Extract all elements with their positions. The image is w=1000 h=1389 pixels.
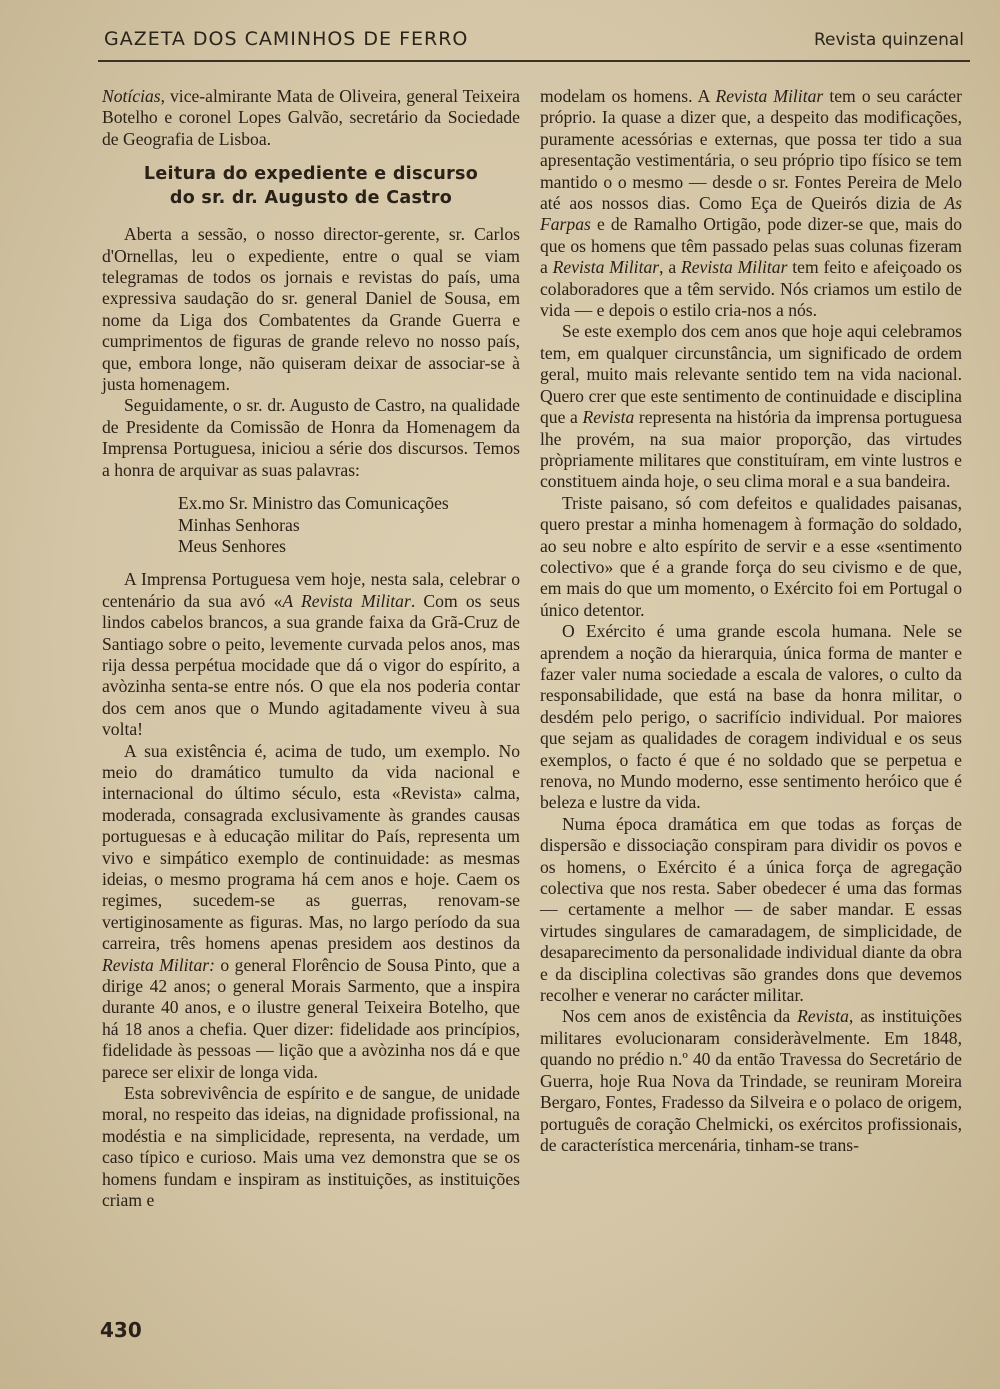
heading-line: do sr. dr. Augusto de Castro [169, 188, 453, 209]
paragraph: A Imprensa Portuguesa vem hoje, nesta sala, celebrar o centenário da sua avó «A Revista Militar. Com os seus lindos cabelos brancos, a sua grande faixa da Grã-Cruz de Santiago sobre o peito, levemente curvada pelos anos, mas rija dessa perpétua mocidade que dá o vigor do espírito, a avòzinha senta-se entre nós. O que ela nos poderia contar dos cem anos que o Mundo agitadamente viveu à sua volta! [102, 569, 520, 740]
page-number: 430 [100, 1318, 142, 1342]
masthead [104, 24, 964, 58]
left-column [102, 86, 520, 1212]
salutation-line: Minhas Senhoras [178, 514, 300, 535]
paragraph: Seguidamente, o sr. dr. Augusto de Castro, na qualidade de Presidente da Comissão de Honra da Homenagem da Imprensa Portuguesa, iniciou a série dos discursos. Temos a honra de arquivar as suas palavras: [102, 395, 520, 480]
right-column [540, 86, 962, 1156]
paragraph: Esta sobrevivência de espírito e de sangue, de unidade moral, no respeito das ideias, na dignidade profissional, na modéstia e na simplicidade, representa, na verdade, um caso típico e curioso. Mais uma vez demonstra que se os homens fundam e inspiram as instituições, as instituições criam e [102, 1083, 520, 1211]
paragraph: Nos cem anos de existência da Revista, as instituições militares evolucionaram consideràvelmente. Em 1848, quando no prédio n.º 40 da então Travessa do Secretário de Guerra, hoje Rua Nova da Trindade, se reuniram Moreira Bergaro, Fontes, Fradesso da Silveira e o polaco de origem, português de coração Chelmicki, os exércitos profissionais, de característica mercenária, tinham-se trans- [540, 1006, 962, 1155]
salutation-line: Ex.mo Sr. Ministro das Comunicações [178, 493, 449, 514]
paragraph: Aberta a sessão, o nosso director-gerente, sr. Carlos d'Ornellas, leu o expediente, entre o qual se viam telegramas de todos os jornais e revistas do país, uma expressiva saudação do sr. general Daniel de Sousa, em nome da Liga dos Combatentes da Grande Guerra e cumprimentos de figuras de grande relevo no nosso país, que, embora longe, não quiseram deixar de associar-se à justa homenagem. [102, 224, 520, 395]
header-rule [98, 60, 970, 62]
paragraph: Se este exemplo dos cem anos que hoje aqui celebramos tem, em qualquer circunstância, um significado de ordem geral, muito mais relevante sentido tem na vida nacional. Quero crer que este sentimento de continuidade e disciplina que a Revista representa na história da imprensa portuguesa lhe provém, na sua maior proporção, das virtudes pròpriamente militares que constituíram, em vinte lustros e constituem ainda hoje, o seu clima moral e a sua bandeira. [540, 321, 963, 492]
paragraph: Triste paisano, só com defeitos e qualidades paisanas, quero prestar a minha homenagem à formação do soldado, ao seu nobre e alto espírito de servir e a esse «sentimento colectivo» que é a grande força do seu civismo e de que, em mais do que um momento, o Exército foi em Portugal o único detentor. [540, 492, 962, 620]
salutation [178, 493, 520, 557]
salutation-line: Meus Senhores [178, 535, 286, 556]
paragraph: Notícias, vice-almirante Mata de Oliveira, general Teixeira Botelho e coronel Lopes Galvão, secretário da Sociedade de Geografia de Lisboa. [102, 86, 520, 149]
paragraph: A sua existência é, acima de tudo, um exemplo. No meio do dramático tumulto da vida nacional e internacional do último século, esta «Revista» calma, moderada, consagrada exclusivamente às grandes causas portuguesas e à educação militar do País, representa um vivo e simpático exemplo de continuidade: as mesmas ideias, o mesmo programa há cem anos e hoje. Caem os regimes, sucedem-se as guerras, renovam-se vertiginosamente as figuras. Mas, no largo período da sua carreira, três homens apenas presidem aos destinos da Revista Militar: o general Florêncio de Sousa Pinto, que a dirige 42 anos; o general Morais Sarmento, que a inspira durante 40 anos, e o ilustre general Teixeira Botelho, que há 18 anos a chefia. Quer dizer: fidelidade aos princípios, fidelidade às pessoas — lição que a avòzinha nos dá e que parece ser elixir de longa vida. [102, 740, 520, 1082]
heading-line: Leitura do expediente e discurso [143, 164, 479, 185]
journal-title: GAZETA DOS CAMINHOS DE FERRO [104, 28, 469, 50]
section-heading [102, 162, 520, 210]
paragraph: modelam os homens. A Revista Militar tem o seu carácter próprio. Ia quase a dizer que, a despeito das modificações, puramente acessórias e externas, que possa ter tido a sua apresentação vestimentária, o seu próprio tipo físico se tem mantido o o mesmo — desde o sr. Fontes Pereira de Melo até aos nossos dias. Como Eça de Queirós dizia de As Farpas e de Ramalho Ortigão, pode dizer-se que, mais do que os homens que têm passado pelas suas colunas fizeram a Revista Militar, a Revista Militar tem feito e afeiçoado os colaboradores que a têm servido. Nós criamos um estilo de vida — e depois o estilo cria-nos a nós. [540, 86, 962, 321]
paragraph: O Exército é uma grande escola humana. Nele se aprendem a noção da hierarquia, única forma de manter e fazer valer numa sociedade a escala de valores, o culto da responsabilidade, que está na base da honra militar, o desdém pelo perigo, o sacrifício individual. Por maiores que sejam as qualidades de coragem individual e os seus exemplos, o facto é que é no soldado que se perpetua e renova, no Mundo moderno, esse sentimento heróico que é beleza e lustre da vida. [540, 621, 962, 813]
journal-subtitle: Revista quinzenal [814, 30, 964, 50]
paragraph: Numa época dramática em que todas as forças de dispersão e dissociação conspiram para dividir os povos e os homens, o Exército é a única força de agregação colectiva que nos resta. Saber obedecer é uma das formas — certamente a melhor — de saber mandar. E essas virtudes singulares de camaradagem, de simplicidade, de desaparecimento da personalidade individual diante da obra e da disciplina colectivas são grandes dons que devemos recolher e venerar no carácter militar. [540, 813, 962, 1006]
